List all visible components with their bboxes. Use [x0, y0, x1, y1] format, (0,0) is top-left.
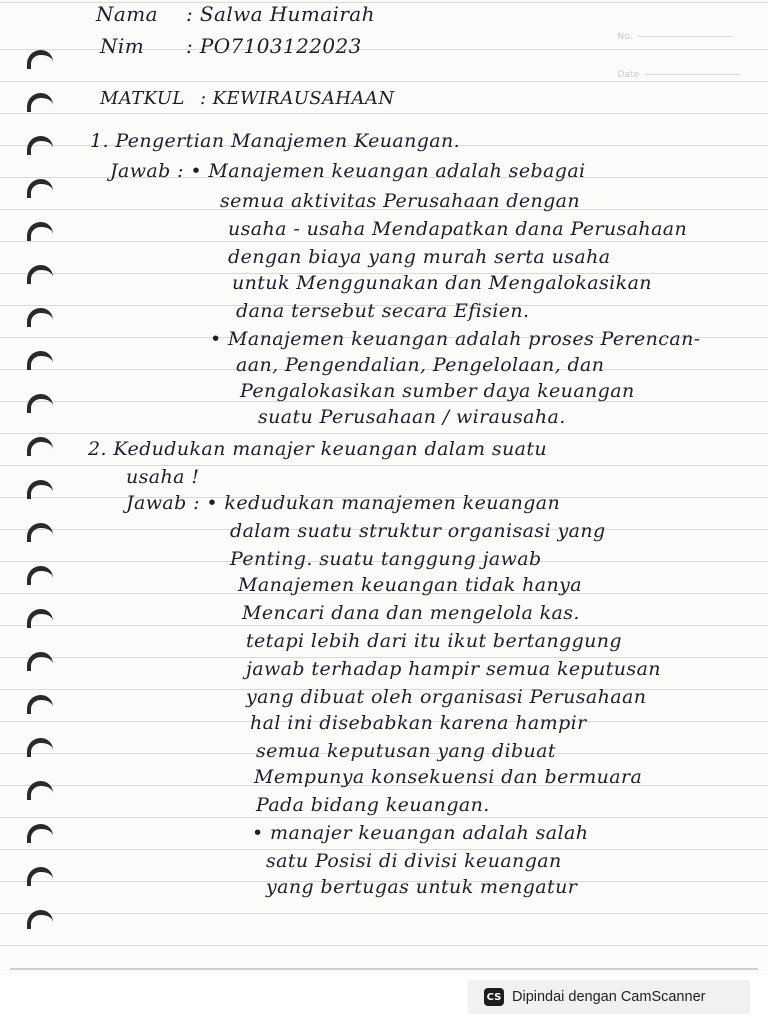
camscanner-logo-icon: CS — [484, 988, 504, 1006]
answer-line: Jawab : • kedudukan manajemen keuangan — [126, 492, 561, 514]
camscanner-text: Dipindai dengan CamScanner — [512, 989, 706, 1005]
camscanner-watermark — [468, 980, 750, 1014]
answer-line: usaha - usaha Mendapatkan dana Perusahaan — [228, 218, 688, 240]
nim-value: : PO7103122023 — [186, 34, 362, 58]
answer-line: dengan biaya yang murah serta usaha — [228, 246, 611, 268]
answer-line: Penting. suatu tanggung jawab — [230, 548, 542, 570]
name-value: : Salwa Humairah — [186, 2, 375, 26]
answer-line: suatu Perusahaan / wirausaha. — [258, 406, 566, 428]
answer-line: yang bertugas untuk mengatur — [266, 876, 578, 898]
answer-line: jawab terhadap hampir semua keputusan — [246, 658, 661, 680]
answer-line: dana tersebut secara Efisien. — [236, 300, 530, 322]
nim-label: Nim — [100, 34, 145, 58]
course-label: MATKUL — [100, 88, 185, 109]
answer-line: hal ini disebabkan karena hampir — [250, 712, 587, 734]
answer-line: semua keputusan yang dibuat — [256, 740, 556, 762]
answer-line: semua aktivitas Perusahaan dengan — [220, 190, 581, 212]
answer-line: yang dibuat oleh organisasi Perusahaan — [246, 686, 647, 708]
course-value: : KEWIRAUSAHAAN — [200, 88, 395, 109]
answer-line: tetapi lebih dari itu ikut bertanggung — [246, 630, 622, 652]
answer-line: Mempunya konsekuensi dan bermuara — [254, 766, 643, 788]
answer-line: dalam suatu struktur organisasi yang — [230, 520, 606, 542]
question-2: 2. Kedudukan manajer keuangan dalam suatu — [88, 438, 548, 460]
answer-line: aan, Pengendalian, Pengelolaan, dan — [236, 354, 605, 376]
answer-line: Pengalokasikan sumber daya keuangan — [240, 380, 635, 402]
answer-line: untuk Menggunakan dan Mengalokasikan — [232, 272, 652, 294]
answer-line: • manajer keuangan adalah salah — [252, 822, 589, 844]
answer-line: satu Posisi di divisi keuangan — [266, 850, 562, 872]
name-label: Nama — [96, 2, 158, 26]
date-field: Date — [617, 56, 740, 94]
question-1: 1. Pengertian Manajemen Keuangan. — [90, 130, 461, 152]
answer-line: Jawab : • Manajemen keuangan adalah sebagai — [110, 160, 586, 182]
answer-line: • Manajemen keuangan adalah proses Perencan- — [210, 328, 701, 350]
question-2-continued: usaha ! — [126, 466, 200, 488]
number-field: No. — [617, 18, 740, 56]
answer-line: Mencari dana dan mengelola kas. — [242, 602, 580, 624]
answer-line: Pada bidang keuangan. — [256, 794, 490, 816]
answer-line: Manajemen keuangan tidak hanya — [238, 574, 582, 596]
